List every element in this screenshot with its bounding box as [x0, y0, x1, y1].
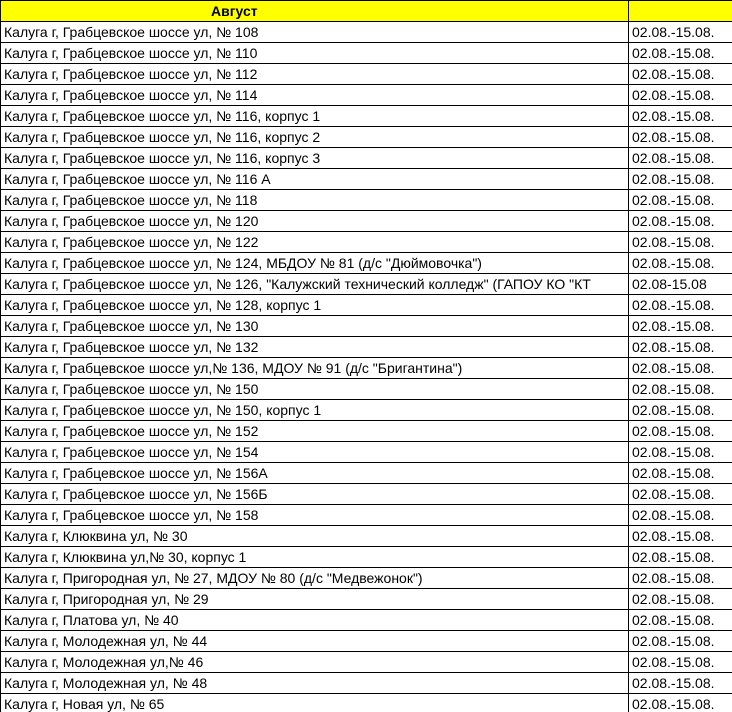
table-row: [1, 358, 732, 379]
table-row: [1, 127, 732, 148]
table-row: [1, 253, 732, 274]
address-cell[interactable]: Калуга г, Пригородная ул, № 29: [1, 589, 629, 610]
address-cell[interactable]: Калуга г, Грабцевское шоссе ул, № 116, корпус 2: [1, 127, 629, 148]
table-row: [1, 64, 732, 85]
address-cell[interactable]: Калуга г, Грабцевское шоссе ул, № 130: [1, 316, 629, 337]
address-cell[interactable]: Калуга г, Грабцевское шоссе ул, № 126, "Калужский технический колледж" (ГАПОУ КО "КТ: [1, 274, 629, 295]
table-row: [1, 631, 732, 652]
table-row: [1, 232, 732, 253]
table-row: [1, 442, 732, 463]
table-row: [1, 400, 732, 421]
period-cell[interactable]: 02.08.-15.08.: [629, 610, 732, 631]
period-cell[interactable]: 02.08.-15.08.: [629, 190, 732, 211]
table-row: [1, 421, 732, 442]
address-cell[interactable]: Калуга г, Грабцевское шоссе ул, № 152: [1, 421, 629, 442]
period-cell[interactable]: 02.08.-15.08.: [629, 106, 732, 127]
address-cell[interactable]: Калуга г, Грабцевское шоссе ул, № 116, корпус 1: [1, 106, 629, 127]
period-cell[interactable]: 02.08.-15.08.: [629, 421, 732, 442]
table-row: [1, 190, 732, 211]
period-cell[interactable]: 02.08.-15.08.: [629, 148, 732, 169]
address-cell[interactable]: Калуга г, Грабцевское шоссе ул, № 128, корпус 1: [1, 295, 629, 316]
period-cell[interactable]: 02.08.-15.08.: [629, 400, 732, 421]
address-cell[interactable]: Калуга г, Платова ул, № 40: [1, 610, 629, 631]
period-cell[interactable]: 02.08.-15.08.: [629, 22, 732, 43]
table-row: [1, 106, 732, 127]
period-cell[interactable]: 02.08.-15.08.: [629, 253, 732, 274]
address-cell[interactable]: Калуга г, Грабцевское шоссе ул, № 112: [1, 64, 629, 85]
period-cell[interactable]: 02.08.-15.08.: [629, 316, 732, 337]
table-row: [1, 274, 732, 295]
address-cell[interactable]: Калуга г, Пригородная ул, № 27, МДОУ № 80 (д/с "Медвежонок"): [1, 568, 629, 589]
period-cell[interactable]: 02.08.-15.08.: [629, 484, 732, 505]
address-cell[interactable]: Калуга г, Грабцевское шоссе ул,№ 136, МДОУ № 91 (д/с "Бригантина"): [1, 358, 629, 379]
period-cell[interactable]: 02.08.-15.08.: [629, 127, 732, 148]
address-cell[interactable]: Калуга г, Грабцевское шоссе ул, № 124, МБДОУ № 81 (д/с "Дюймовочка"): [1, 253, 629, 274]
table-row: [1, 547, 732, 568]
period-cell[interactable]: 02.08.-15.08.: [629, 442, 732, 463]
table-row: [1, 148, 732, 169]
table-row: [1, 379, 732, 400]
address-cell[interactable]: Калуга г, Грабцевское шоссе ул, № 154: [1, 442, 629, 463]
period-cell[interactable]: 02.08.-15.08.: [629, 505, 732, 526]
table-row: [1, 568, 732, 589]
address-cell[interactable]: Калуга г, Молодежная ул, № 44: [1, 631, 629, 652]
period-cell[interactable]: 02.08.-15.08.: [629, 547, 732, 568]
period-cell[interactable]: 02.08.-15.08.: [629, 43, 732, 64]
table-row: [1, 43, 732, 64]
address-cell[interactable]: Калуга г, Клюквина ул, № 30: [1, 526, 629, 547]
table-row: [1, 295, 732, 316]
table-row: [1, 673, 732, 694]
header-row: [1, 1, 732, 22]
address-cell[interactable]: Калуга г, Грабцевское шоссе ул, № 116, корпус 3: [1, 148, 629, 169]
address-cell[interactable]: Калуга г, Молодежная ул, № 48: [1, 673, 629, 694]
month-title-cell[interactable]: Август: [1, 1, 629, 22]
table-row: [1, 169, 732, 190]
table-row: [1, 484, 732, 505]
address-cell[interactable]: Калуга г, Грабцевское шоссе ул, № 156Б: [1, 484, 629, 505]
schedule-table-body: [1, 1, 732, 712]
table-row: [1, 694, 732, 712]
address-cell[interactable]: Калуга г, Грабцевское шоссе ул, № 116 А: [1, 169, 629, 190]
period-cell[interactable]: 02.08.-15.08.: [629, 673, 732, 694]
period-cell[interactable]: 02.08.-15.08.: [629, 337, 732, 358]
address-cell[interactable]: Калуга г, Грабцевское шоссе ул, № 120: [1, 211, 629, 232]
period-cell[interactable]: 02.08.-15.08.: [629, 463, 732, 484]
period-cell[interactable]: 02.08.-15.08.: [629, 85, 732, 106]
address-cell[interactable]: Калуга г, Грабцевское шоссе ул, № 118: [1, 190, 629, 211]
address-cell[interactable]: Калуга г, Молодежная ул,№ 46: [1, 652, 629, 673]
address-cell[interactable]: Калуга г, Грабцевское шоссе ул, № 122: [1, 232, 629, 253]
period-cell[interactable]: 02.08-15.08: [629, 274, 732, 295]
period-cell[interactable]: 02.08.-15.08.: [629, 631, 732, 652]
address-cell[interactable]: Калуга г, Грабцевское шоссе ул, № 150: [1, 379, 629, 400]
table-row: [1, 211, 732, 232]
period-cell[interactable]: 02.08.-15.08.: [629, 232, 732, 253]
table-row: [1, 526, 732, 547]
address-cell[interactable]: Калуга г, Грабцевское шоссе ул, № 114: [1, 85, 629, 106]
table-row: [1, 85, 732, 106]
period-cell[interactable]: 02.08.-15.08.: [629, 64, 732, 85]
period-header-cell[interactable]: [629, 1, 732, 22]
period-cell[interactable]: 02.08.-15.08.: [629, 169, 732, 190]
address-cell[interactable]: Калуга г, Грабцевское шоссе ул, № 158: [1, 505, 629, 526]
table-row: [1, 610, 732, 631]
table-row: [1, 505, 732, 526]
address-cell[interactable]: Калуга г, Клюквина ул,№ 30, корпус 1: [1, 547, 629, 568]
table-row: [1, 589, 732, 610]
table-row: [1, 316, 732, 337]
address-cell[interactable]: Калуга г, Грабцевское шоссе ул, № 110: [1, 43, 629, 64]
period-cell[interactable]: 02.08.-15.08.: [629, 358, 732, 379]
address-cell[interactable]: Калуга г, Грабцевское шоссе ул, № 150, корпус 1: [1, 400, 629, 421]
table-row: [1, 22, 732, 43]
address-cell[interactable]: Калуга г, Новая ул, № 65: [1, 694, 629, 712]
table-row: [1, 463, 732, 484]
address-cell[interactable]: Калуга г, Грабцевское шоссе ул, № 156А: [1, 463, 629, 484]
table-row: [1, 337, 732, 358]
period-cell[interactable]: 02.08.-15.08.: [629, 526, 732, 547]
period-cell[interactable]: 02.08.-15.08.: [629, 211, 732, 232]
period-cell[interactable]: 02.08.-15.08.: [629, 379, 732, 400]
address-cell[interactable]: Калуга г, Грабцевское шоссе ул, № 108: [1, 22, 629, 43]
table-row: [1, 652, 732, 673]
address-cell[interactable]: Калуга г, Грабцевское шоссе ул, № 132: [1, 337, 629, 358]
period-cell[interactable]: 02.08.-15.08.: [629, 295, 732, 316]
period-cell[interactable]: 02.08.-15.08.: [629, 694, 732, 712]
period-cell[interactable]: 02.08.-15.08.: [629, 589, 732, 610]
period-cell[interactable]: 02.08.-15.08.: [629, 652, 732, 673]
period-cell[interactable]: 02.08.-15.08.: [629, 568, 732, 589]
